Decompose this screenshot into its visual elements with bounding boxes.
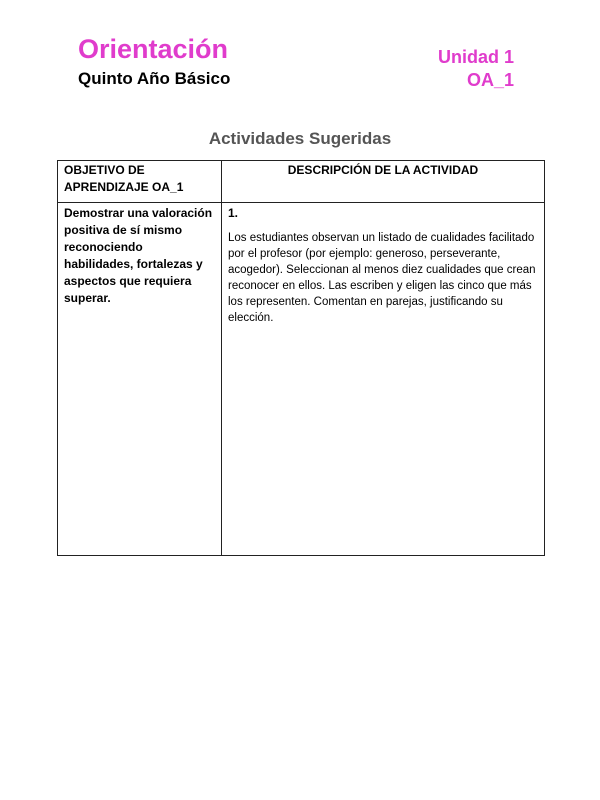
objective-column-header: OBJETIVO DE APRENDIZAJE OA_1 (58, 161, 222, 203)
table-header-row (58, 161, 545, 203)
objective-cell: Demostrar una valoración positiva de sí mismo reconociendo habilidades, fortalezas y aspectos que requiera superar. (58, 203, 222, 556)
activity-number: 1. (228, 206, 239, 220)
grade-subtitle: Quinto Año Básico (78, 69, 231, 88)
section-heading: Actividades Sugeridas (208, 129, 392, 148)
description-column-header: DESCRIPCIÓN DE LA ACTIVIDAD (222, 161, 545, 203)
oa-label: OA_1 (466, 70, 514, 90)
activity-text: Los estudiantes observan un listado de cualidades facilitado por el profesor (por ejemplo: generoso, perseverante, acogedor). Seleccionan al menos diez cualidades que crean reconocer en ellos. Las escriben y eligen las cinco que más los representen. Comentan en parejas, justificando su elección. (228, 232, 536, 324)
description-cell (222, 203, 545, 556)
page-title: Orientación (78, 34, 229, 64)
unit-label: Unidad 1 (437, 47, 514, 67)
activities-table (57, 160, 545, 556)
table-row (58, 203, 545, 556)
